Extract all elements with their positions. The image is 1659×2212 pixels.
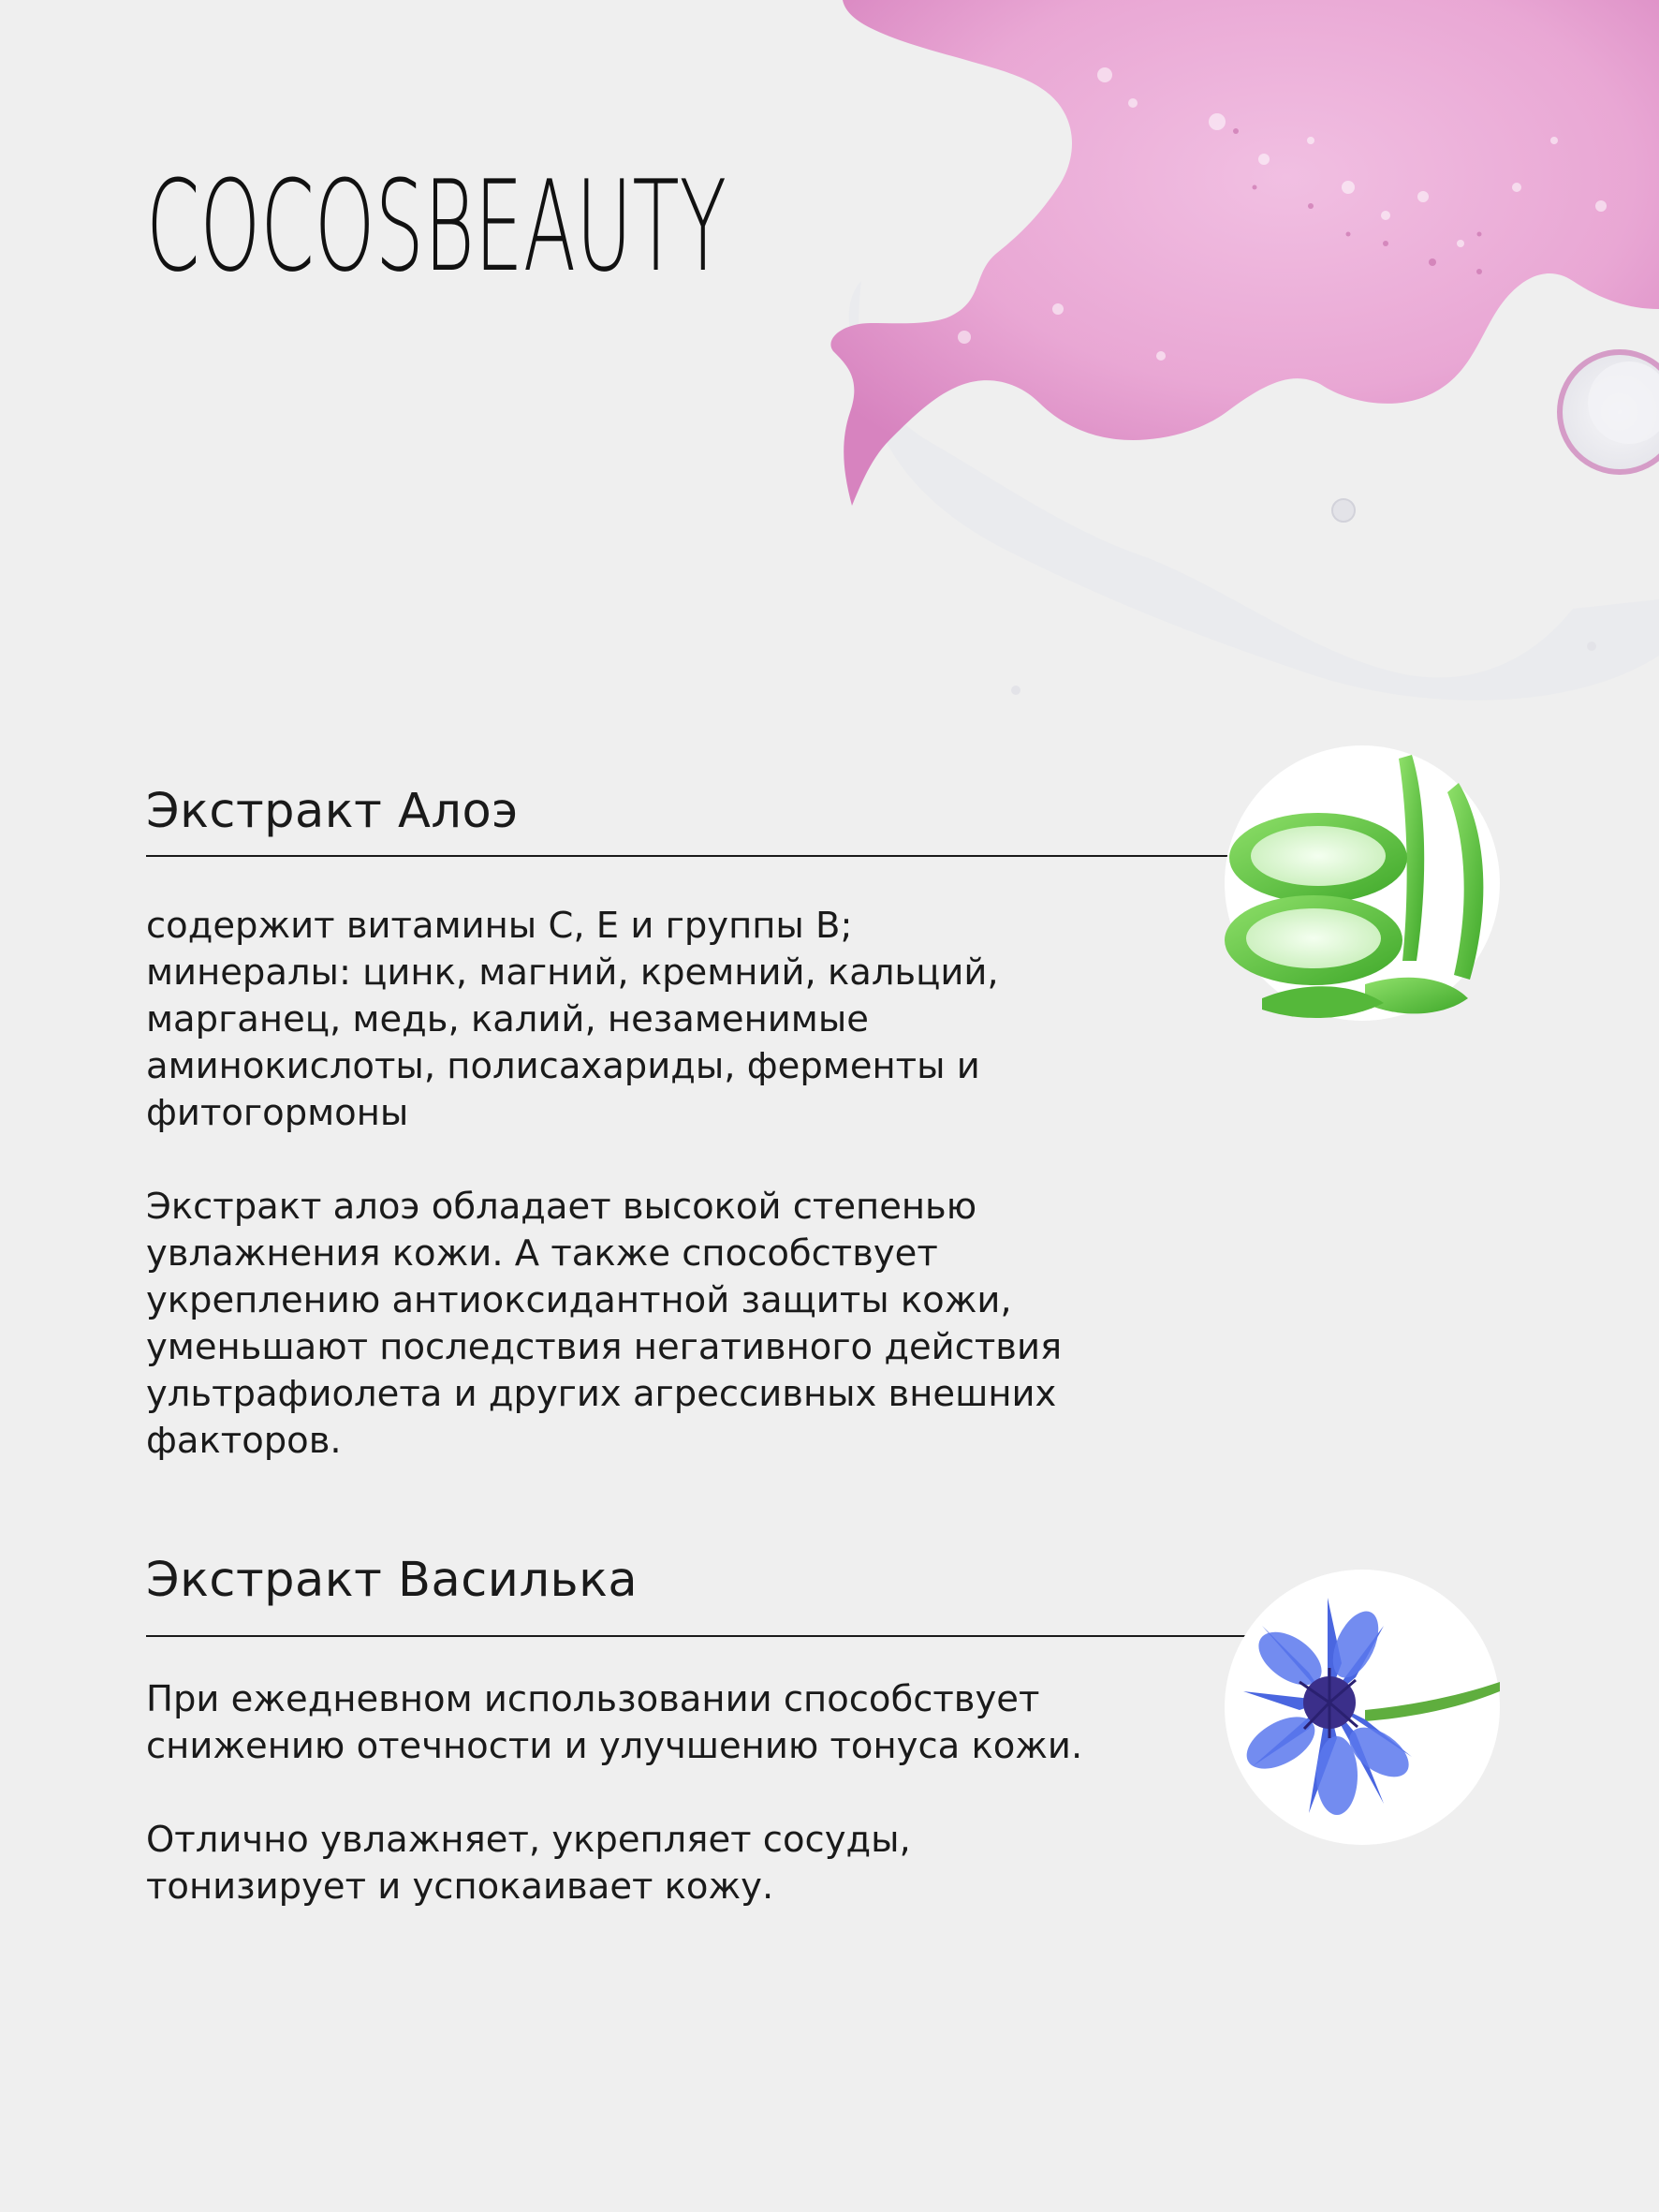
pink-serum-splash-image [824,0,1659,712]
aloe-composition-paragraph: содержит витамины С, Е и группы В; минералы: цинк, магний, кремний, кальций, марганец, медь, калий, незаменимые аминокислоты, полисахариды, ферменты и фитогормоны [146,905,999,1134]
svg-text:COCOSBEAUTY: COCOSBEAUTY [146,154,727,300]
aloe-benefits-paragraph: Экстракт алоэ обладает высокой степенью увлажнения кожи. А также способствует укреплению антиоксидантной защиты кожи, уменьшают последствия негативного действия ультрафиолета и других агрессивных внешних факторов. [146,1186,1063,1462]
section-divider-cornflower [146,1635,1270,1637]
cornflower-effects-paragraph: Отлично увлажняет, укрепляет сосуды, тонизирует и успокаивает кожу. [146,1819,911,1908]
cornflower-benefits-paragraph: При ежедневном использовании способствует снижению отечности и улучшению тонуса кожи. [146,1678,1083,1767]
section-title-cornflower: Экстракт Василька [146,1553,639,1608]
aloe-vera-icon [1225,745,1500,1021]
section-divider-aloe [146,855,1236,857]
section-title-aloe: Экстракт Алоэ [146,784,519,839]
cocosbeauty-logo [146,154,745,300]
cornflower-icon [1225,1570,1500,1845]
